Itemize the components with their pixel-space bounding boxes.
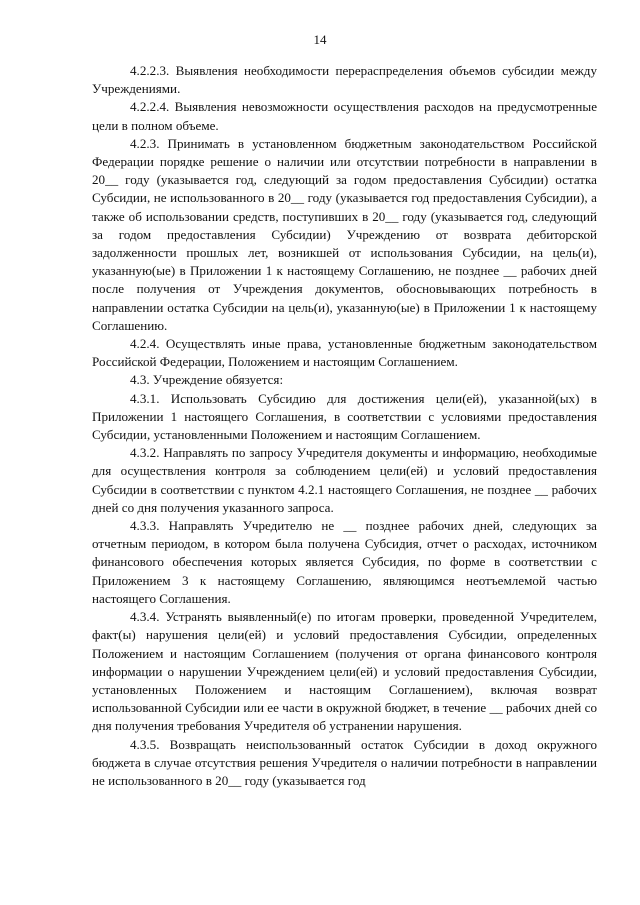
paragraph-4-3-3: 4.3.3. Направлять Учредителю не __ позднее рабочих дней, следующих за отчетным периодом, в котором была получена Субсидия, отчет о расходах, источником финансового обеспечения которых является Субсидия, по форме в соответствии с Приложением 3 к настоящему Соглашению, являющимся неотъемлемой частью настоящего Соглашения. <box>92 518 597 606</box>
paragraph-4-2-3: 4.2.3. Принимать в установленном бюджетным законодательством Российской Федерации порядке решение о наличии или отсутствии потребности в направлении в 20__ году (указывается год, следующий за годом предоставления Субсидии) остатка Субсидии, не использованного в 20__ году (указывается год предоставления Субсидии), а также об использовании средств, поступивших в 20__ году (указывается год, следующий за годом предоставления Субсидии) Учреждению от возврата дебиторской задолженности прошлых лет, возникшей от использования Субсидии, на цель(и), указанную(ые) в Приложении 1 к настоящему Соглашению, не позднее __ рабочих дней после получения от Учреждения документов, обосновывающих потребность в направлении остатка Субсидии на цель(и), указанную(ые) в Приложении 1 к настоящему Соглашению. <box>92 135 597 333</box>
paragraph-4-3-2: 4.3.2. Направлять по запросу Учредителя документы и информацию, необходимые для осуществления контроля за соблюдением цели(ей) и условий предоставления Субсидии в соответствии с пунктом 4.2.1 настоящего Соглашения, не позднее __ рабочих дней со дня получения указанного запроса. <box>92 445 597 515</box>
paragraph-4-2-2-3: 4.2.2.3. Выявления необходимости перераспределения объемов субсидии между Учреждениями. <box>92 63 597 97</box>
document-body <box>92 62 597 790</box>
paragraph-4-2-2-4: 4.2.2.4. Выявления невозможности осуществления расходов на предусмотренные цели в полном объеме. <box>92 99 597 133</box>
paragraph-4-3-4: 4.3.4. Устранять выявленный(е) по итогам проверки, проведенной Учредителем, факт(ы) нарушения цели(ей) и условий предоставления Субсидии, определенных Положением и настоящим Соглашением (получения от органа финансового контроля информации о нарушении Учреждением цели(ей) и условий предоставления Субсидии, установленных Положением и настоящим Соглашением), включая возврат использованной Субсидии или ее части в окружной бюджет, в течение __ рабочих дней со дня получения требования Учредителя об устранении нарушения. <box>92 609 597 734</box>
paragraph-4-3: 4.3. Учреждение обязуется: <box>130 372 284 388</box>
paragraph-4-2-4: 4.2.4. Осуществлять иные права, установленные бюджетным законодательством Российской Федерации, Положением и настоящим Соглашением. <box>92 336 597 370</box>
paragraph-4-3-5: 4.3.5. Возвращать неиспользованный остаток Субсидии в доход окружного бюджета в случае отсутствия решения Учредителя о наличии потребности в направлении не использованного в 20__ году (указывается год <box>92 736 597 788</box>
paragraph-4-3-1: 4.3.1. Использовать Субсидию для достижения цели(ей), указанной(ых) в Приложении 1 настоящего Соглашения, в соответствии с условиями предоставления Субсидии, установленными Положением и настоящим Соглашением. <box>92 390 597 443</box>
page-number: 14 <box>313 32 327 47</box>
